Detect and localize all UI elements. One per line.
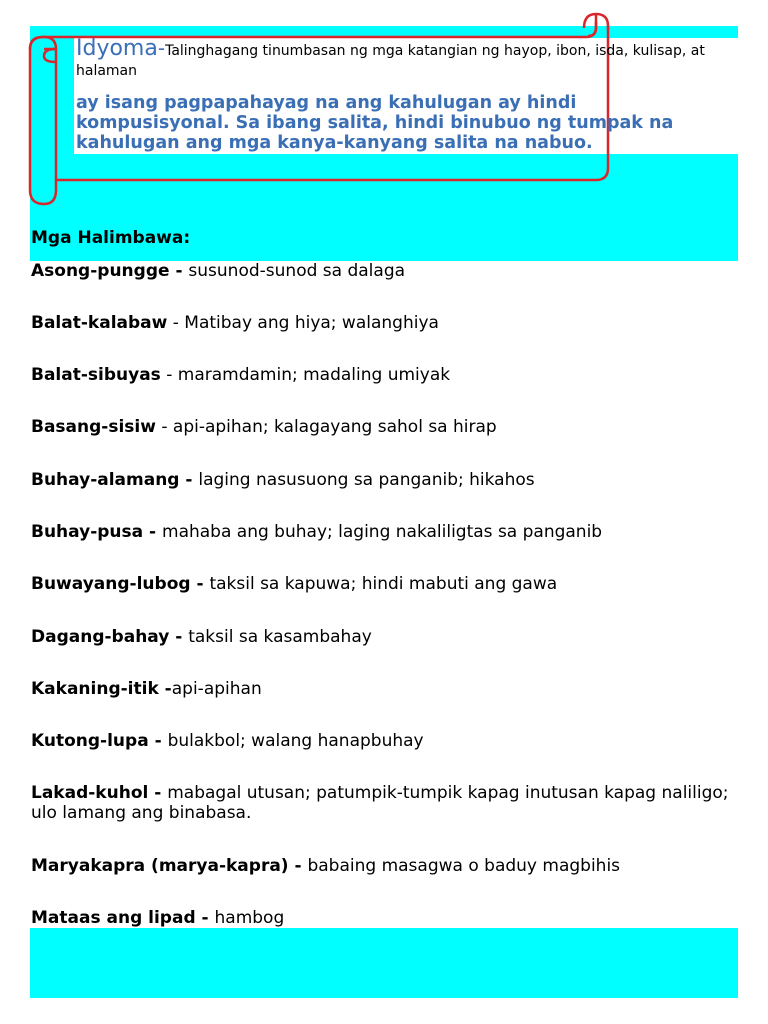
idiom-term: Balat-sibuyas bbox=[31, 365, 161, 385]
idiom-term: Maryakapra (marya-kapra) - bbox=[31, 856, 308, 876]
idiom-meaning: mabagal utusan; patumpik-tumpik kapag inutusan kapag naliligo; ulo lamang ang binabasa. bbox=[31, 783, 729, 823]
idiom-meaning: taksil sa kasambahay bbox=[188, 627, 372, 647]
idiom-meaning: laging nasusuong sa panganib; hikahos bbox=[198, 470, 535, 490]
idiom-term: Buhay-pusa - bbox=[31, 522, 163, 542]
list-item bbox=[31, 522, 602, 542]
page-subtitle: Talinghagang tinumbasan ng mga katangian ng hayop, ibon, isda, kulisap, at halaman bbox=[76, 43, 705, 79]
list-item bbox=[31, 627, 372, 647]
list-item bbox=[31, 908, 284, 928]
list-item bbox=[31, 783, 731, 823]
idiom-meaning: api-apihan bbox=[171, 679, 262, 699]
page-title: Idyoma bbox=[76, 36, 158, 61]
idiom-meaning: - Matibay ang hiya; walanghiya bbox=[167, 313, 439, 333]
idiom-term: Lakad-kuhol - bbox=[31, 783, 168, 803]
idiom-term: Asong-pungge - bbox=[31, 261, 189, 281]
list-item bbox=[31, 313, 439, 333]
list-item bbox=[31, 856, 620, 876]
list-item bbox=[31, 470, 535, 490]
idiom-term: Buhay-alamang - bbox=[31, 470, 199, 490]
idiom-term: Basang-sisiw bbox=[31, 417, 156, 437]
idiom-meaning: taksil sa kapuwa; hindi mabuti ang gawa bbox=[209, 574, 558, 594]
idiom-meaning: - api-apihan; kalagayang sahol sa hirap bbox=[155, 417, 497, 437]
idiom-meaning: mahaba ang buhay; laging nakaliligtas sa panganib bbox=[162, 522, 603, 542]
idiom-term: Dagang-bahay - bbox=[31, 627, 189, 647]
list-item bbox=[31, 679, 262, 699]
idiom-term: Balat-kalabaw bbox=[31, 313, 168, 333]
idiom-meaning: bulakbol; walang hanapbuhay bbox=[167, 731, 424, 751]
idiom-meaning: susunod-sunod sa dalaga bbox=[188, 261, 406, 281]
list-item bbox=[31, 417, 497, 437]
list-item bbox=[31, 574, 557, 594]
title-dash: - bbox=[157, 36, 166, 60]
idiom-term: Kutong-lupa - bbox=[31, 731, 168, 751]
idiom-term: Kakaning-itik - bbox=[31, 679, 172, 699]
idiom-meaning: - maramdamin; madaling umiyak bbox=[160, 365, 451, 385]
idiom-meaning: hambog bbox=[214, 908, 285, 928]
footer-band bbox=[30, 928, 738, 998]
list-item bbox=[31, 731, 424, 751]
idiom-meaning: babaing masagwa o baduy magbihis bbox=[307, 856, 621, 876]
idiom-term: Mataas ang lipad - bbox=[31, 908, 215, 928]
idiom-term: Buwayang-lubog - bbox=[31, 574, 210, 594]
list-item bbox=[31, 365, 450, 385]
list-item bbox=[31, 261, 405, 281]
header-title-block bbox=[76, 38, 726, 81]
definition-text: ay isang pagpapahayag na ang kahulugan ay hindi kompusisyonal. Sa ibang salita, hindi binubuo ng tumpak na kahulugan ang mga kanya-kanyang salita na nabuo. bbox=[76, 93, 674, 153]
examples-heading: Mga Halimbawa: bbox=[31, 228, 191, 248]
